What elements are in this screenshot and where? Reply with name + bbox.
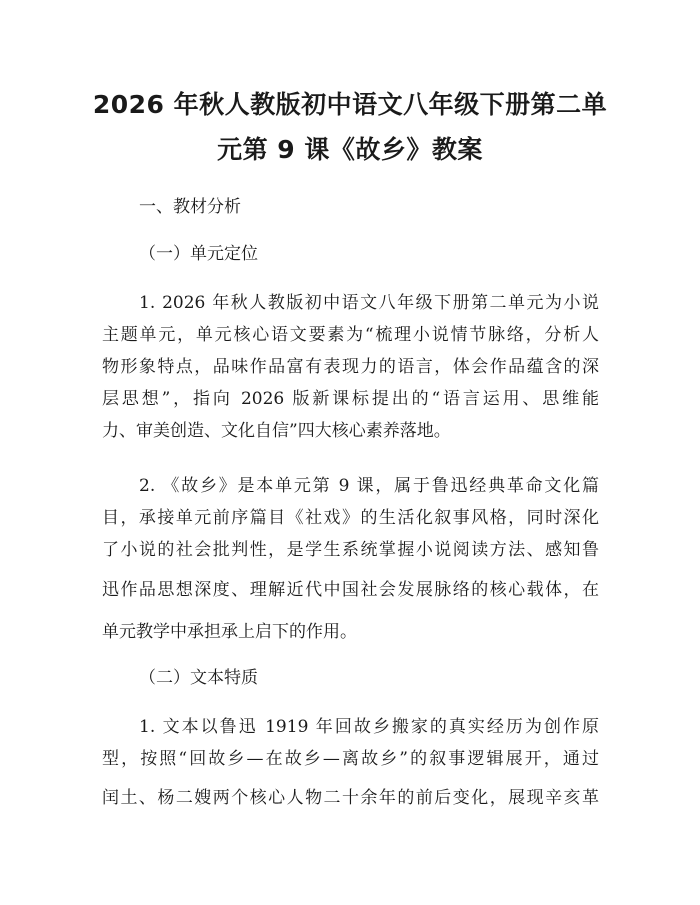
subsection-heading-unit-positioning: （一）单元定位 (139, 244, 258, 264)
paragraph-2-line: 目，承接单元前序篇目《社戏》的生活化叙事风格，同时深化 (102, 508, 599, 528)
paragraph-1-line: 主题单元，单元核心语文要素为“梳理小说情节脉络，分析人 (102, 325, 599, 345)
paragraph-2-line: 2. 《故乡》是本单元第 9 课，属于鲁迅经典革命文化篇 (139, 476, 599, 496)
paragraph-2-line: 了小说的社会批判性，是学生系统掌握小说阅读方法、感知鲁 (102, 540, 599, 560)
paragraph-3-line: 型，按照“回故乡—在故乡—离故乡”的叙事逻辑展开，通过 (102, 749, 599, 769)
paragraph-2-line: 单元教学中承担承上启下的作用。 (102, 622, 357, 642)
paragraph-1-line: 1. 2026 年秋人教版初中语文八年级下册第二单元为小说 (139, 293, 599, 313)
document-title-line-2: 元第 9 课《故乡》教案 (217, 135, 483, 164)
section-heading-textbook-analysis: 一、教材分析 (139, 197, 241, 217)
paragraph-3-line: 1. 文本以鲁迅 1919 年回故乡搬家的真实经历为创作原 (139, 717, 599, 737)
paragraph-2-line: 迅作品思想深度、理解近代中国社会发展脉络的核心载体，在 (102, 580, 599, 600)
paragraph-1-line: 层思想”，指向 2026 版新课标提出的“语言运用、思维能 (102, 389, 599, 409)
paragraph-1-line: 力、审美创造、文化自信”四大核心素养落地。 (102, 421, 451, 441)
subsection-heading-text-characteristics: （二）文本特质 (139, 668, 258, 688)
document-title-line-1: 2026 年秋人教版初中语文八年级下册第二单 (92, 90, 608, 119)
paragraph-3-line: 闰土、杨二嫂两个核心人物二十余年的前后变化，展现辛亥革 (102, 788, 599, 808)
paragraph-1-line: 物形象特点，品味作品富有表现力的语言，体会作品蕴含的深 (102, 357, 599, 377)
